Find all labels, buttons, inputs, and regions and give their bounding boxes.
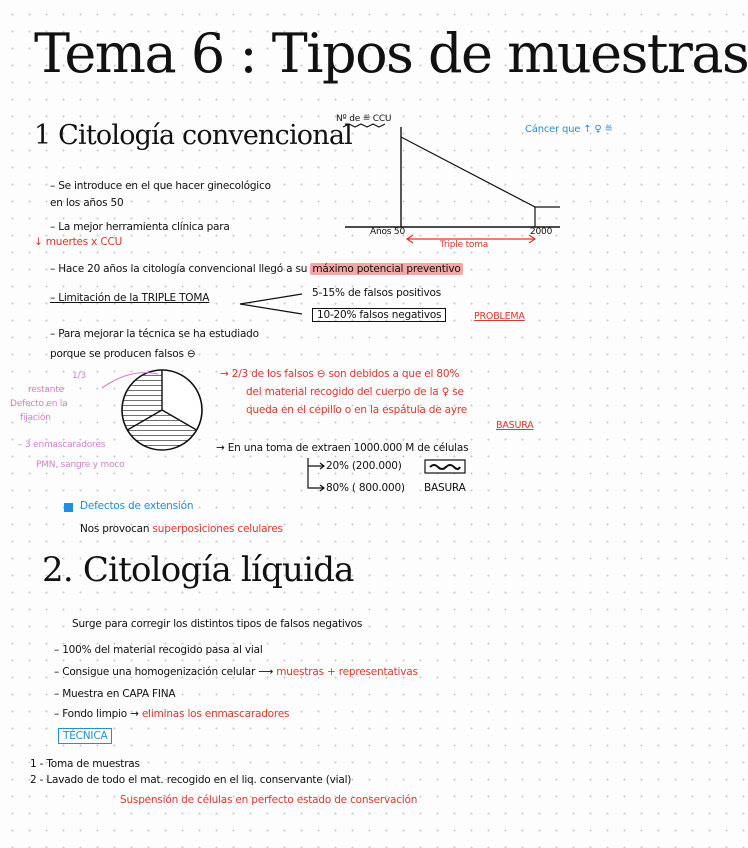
- pie-diagram: [110, 360, 220, 470]
- split-80: 80% ( 800.000): [326, 482, 405, 494]
- bullet-1a: – Se introduce en el que hacer ginecológico: [50, 180, 271, 192]
- chart-ylabel: Nº de ≝ CCU: [336, 114, 392, 124]
- section-heading-citologia-convencional: 1 Citología convencional: [34, 120, 352, 151]
- liquida-line-2: [54, 666, 418, 678]
- liquida-line-1: – 100% del material recogido pasa al vial: [54, 644, 263, 656]
- chart-decline-line: [401, 137, 535, 227]
- liquida-line-4-red: eliminas los enmascaradores: [141, 708, 290, 720]
- pie-frac: 1/3: [72, 371, 86, 381]
- bullet-5b: porque se producen falsos ⊖: [50, 348, 196, 360]
- explanation-1a: → 2/3 de los falsos ⊖ son debidos a que el 80%: [220, 368, 460, 380]
- bullet-5a: – Para mejorar la técnica se ha estudiado: [50, 328, 259, 340]
- bullet-4-label: – Limitación de la TRIPLE TOMA: [50, 292, 210, 304]
- liquida-line-2-text: – Consigue una homogenización celular ⟶: [54, 666, 274, 678]
- scribble-box: [424, 459, 468, 475]
- section-heading-citologia-liquida: 2. Citología líquida: [42, 550, 354, 590]
- liquida-line-4: [54, 708, 289, 720]
- defects-label: Defectos de extensión: [80, 500, 194, 512]
- step-1: 1 - Toma de muestras: [30, 758, 140, 770]
- problema-tag: PROBLEMA: [474, 311, 525, 322]
- pie-label-1b: Defecto en la: [10, 399, 68, 409]
- explanation-1c: queda en el cepillo o en la espátula de ayre: [246, 404, 468, 416]
- bracket-lines: [240, 290, 310, 320]
- blue-bullet: [64, 503, 73, 512]
- chart-x-start: Años 50: [370, 227, 405, 237]
- bullet-2: – La mejor herramienta clínica para: [50, 221, 230, 233]
- liquida-intro: Surge para corregir los distintos tipos de falsos negativos: [72, 618, 363, 630]
- chart-triple-toma: Triple toma: [440, 240, 489, 250]
- defects-pre: Nos provocan: [80, 523, 150, 535]
- explanation-1b: del material recogido del cuerpo de la ♀ se: [246, 386, 464, 398]
- chart-corner-note: Cáncer que ↑ ♀ ≝: [525, 124, 613, 135]
- step-2-note: Suspensión de células en perfecto estado de conservación: [120, 794, 418, 806]
- bullet-4-item2: 10-20% falsos negativos: [312, 308, 446, 322]
- bullet-4-item1: 5-15% de falsos positivos: [312, 287, 441, 299]
- bullet-3-highlight: máximo potencial preventivo: [312, 263, 461, 275]
- liquida-line-3: – Muestra en CAPA FINA: [54, 688, 176, 700]
- pie-label-1c: fijación: [20, 413, 51, 423]
- chart-x-end: 2000: [530, 227, 553, 237]
- pie-label-2b: PMN, sangre y moco: [36, 460, 125, 470]
- liquida-line-4-text: – Fondo limpio →: [54, 708, 139, 720]
- defects-red: superposiciones celulares: [152, 523, 283, 535]
- bullet-3: [50, 263, 463, 275]
- chart-squiggle: [343, 124, 385, 127]
- basura-red: BASURA: [496, 420, 534, 431]
- ccu-decline-sketch: [335, 115, 555, 245]
- defects-text: [80, 523, 283, 535]
- explanation-2: → En una toma de extraen 1000.000 M de células: [216, 442, 469, 454]
- page-title: Tema 6 : Tipos de muestras: [34, 22, 748, 85]
- bullet-3-text: – Hace 20 años la citología convencional llegó a su: [50, 263, 308, 275]
- liquida-line-2-red: muestras + representativas: [276, 666, 418, 678]
- bullet-1b: en los años 50: [50, 197, 124, 209]
- split-20: 20% (200.000): [326, 460, 402, 472]
- bullet-2-note: ↓ muertes x CCU: [34, 236, 123, 248]
- basura-label: BASURA: [424, 482, 466, 494]
- pie-label-2a: – 3 enmascaradores: [18, 440, 106, 450]
- tecnica-box: TÉCNICA: [58, 728, 112, 744]
- pie-label-1a: restante: [28, 385, 64, 395]
- step-2: 2 - Lavado de todo el mat. recogido en el liq. conservante (vial): [30, 774, 352, 786]
